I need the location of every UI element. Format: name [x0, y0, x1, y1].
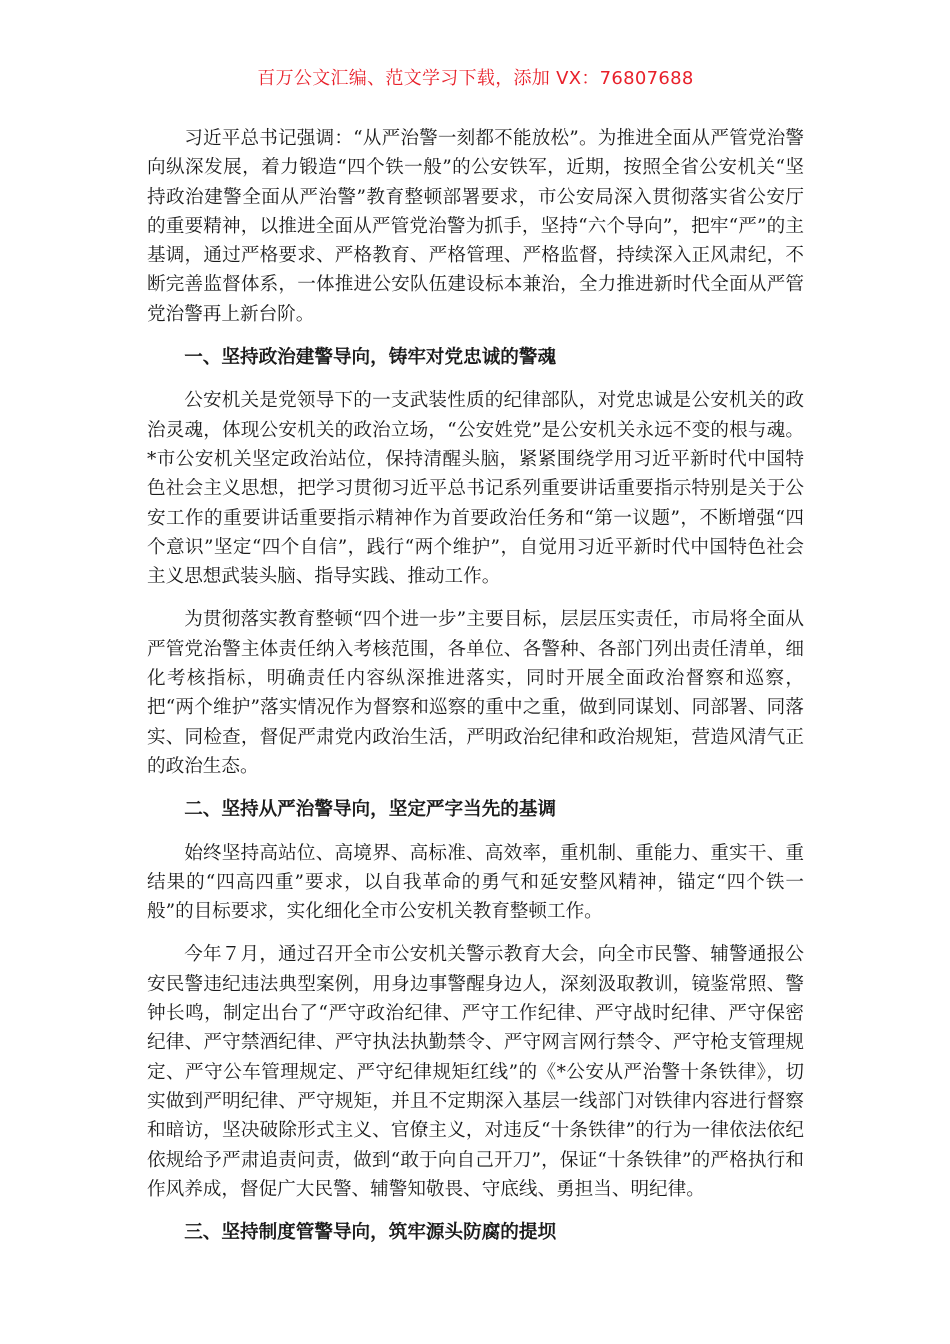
- section-heading-3: 三、坚持制度管警导向，筑牢源头防腐的提坝: [184, 1222, 557, 1244]
- section-heading-2: 二、坚持从严治警导向，坚定严字当先的基调: [184, 799, 557, 821]
- document-page: [147, 64, 804, 1261]
- paragraph-section1-a: 公安机关是党领导下的一支武装性质的纪律部队，对党忠诚是公安机关的政治灵魂，体现公安机关的政治立场，“公安姓党”是公安机关永远不变的根与魂。*市公安机关坚定政治站位，保持清醒头脑，紧紧围绕学用习近平新时代中国特色社会主义思想，把学习贯彻习近平总书记系列重要讲话重要指示特别是关于公安工作的重要讲话重要指示精神作为首要政治任务和“第一议题”，不断增强“四个意识”坚定“四个自信”，践行“两个维护”，自觉用习近平新时代中国特色社会主义思想武装头脑、指导实践、推动工作。: [147, 390, 804, 588]
- paragraph-section1-b: 为贯彻落实教育整顿“四个进一步”主要目标，层层压实责任，市局将全面从严管党治警主体责任纳入考核范围，各单位、各警种、各部门列出责任清单，细化考核指标，明确责任内容纵深推进落实，同时开展全面政治督察和巡察，把“两个维护”落实情况作为督察和巡察的重中之重，做到同谋划、同部署、同落实、同检查，督促严肃党内政治生活，严明政治纪律和政治规矩，营造风清气正的政治生态。: [147, 609, 804, 777]
- paragraph-section2-a: 始终坚持高站位、高境界、高标准、高效率，重机制、重能力、重实干、重结果的“四高四重”要求，以自我革命的勇气和延安整风精神，锚定“四个铁一般”的目标要求，实化细化全市公安机关教育整顿工作。: [147, 842, 804, 923]
- paragraph-section2-b: 今年７月，通过召开全市公安机关警示教育大会，向全市民警、辅警通报公安民警违纪违法典型案例，用身边事警醒身边人，深刻汲取教训，镜鉴常照、警钟长鸣，制定出台了“严守政治纪律、严守工作纪律、严守战时纪律、严守保密纪律、严守禁酒纪律、严守执法执勤禁令、严守网言网行禁令、严守枪支管理规定、严守公车管理规定、严守纪律规矩红线”的《*公安从严治警十条铁律》，切实做到严明纪律、严守规矩，并且不定期深入基层一线部门对铁律内容进行督察和暗访，坚决破除形式主义、官僚主义，对违反“十条铁律”的行为一律依法依纪依规给予严肃追责问责，做到“敢于向自己开刀”，保证“十条铁律”的严格执行和作风养成，督促广大民警、辅警知敬畏、守底线、勇担当、明纪律。: [147, 944, 804, 1200]
- document-body: [147, 124, 804, 1247]
- section-heading-1: 一、坚持政治建警导向，铸牢对党忠诚的警魂: [184, 347, 557, 369]
- header-banner: 百万公文汇编、范文学习下载，添加 VX：76807688: [257, 68, 694, 89]
- paragraph-intro: 习近平总书记强调：“从严治警一刻都不能放松”。为推进全面从严管党治警向纵深发展，着力锻造“四个铁一般”的公安铁军，近期，按照全省公安机关“坚持政治建警全面从严治警”教育整顿部署要求，市公安局深入贯彻落实省公安厅的重要精神，以推进全面从严管党治警为抓手，坚持“六个导向”，把牢“严”的主基调，通过严格要求、严格教育、严格管理、严格监督，持续深入正风肃纪，不断完善监督体系，一体推进公安队伍建设标本兼治，全力推进新时代全面从严管党治警再上新台阶。: [147, 128, 804, 325]
